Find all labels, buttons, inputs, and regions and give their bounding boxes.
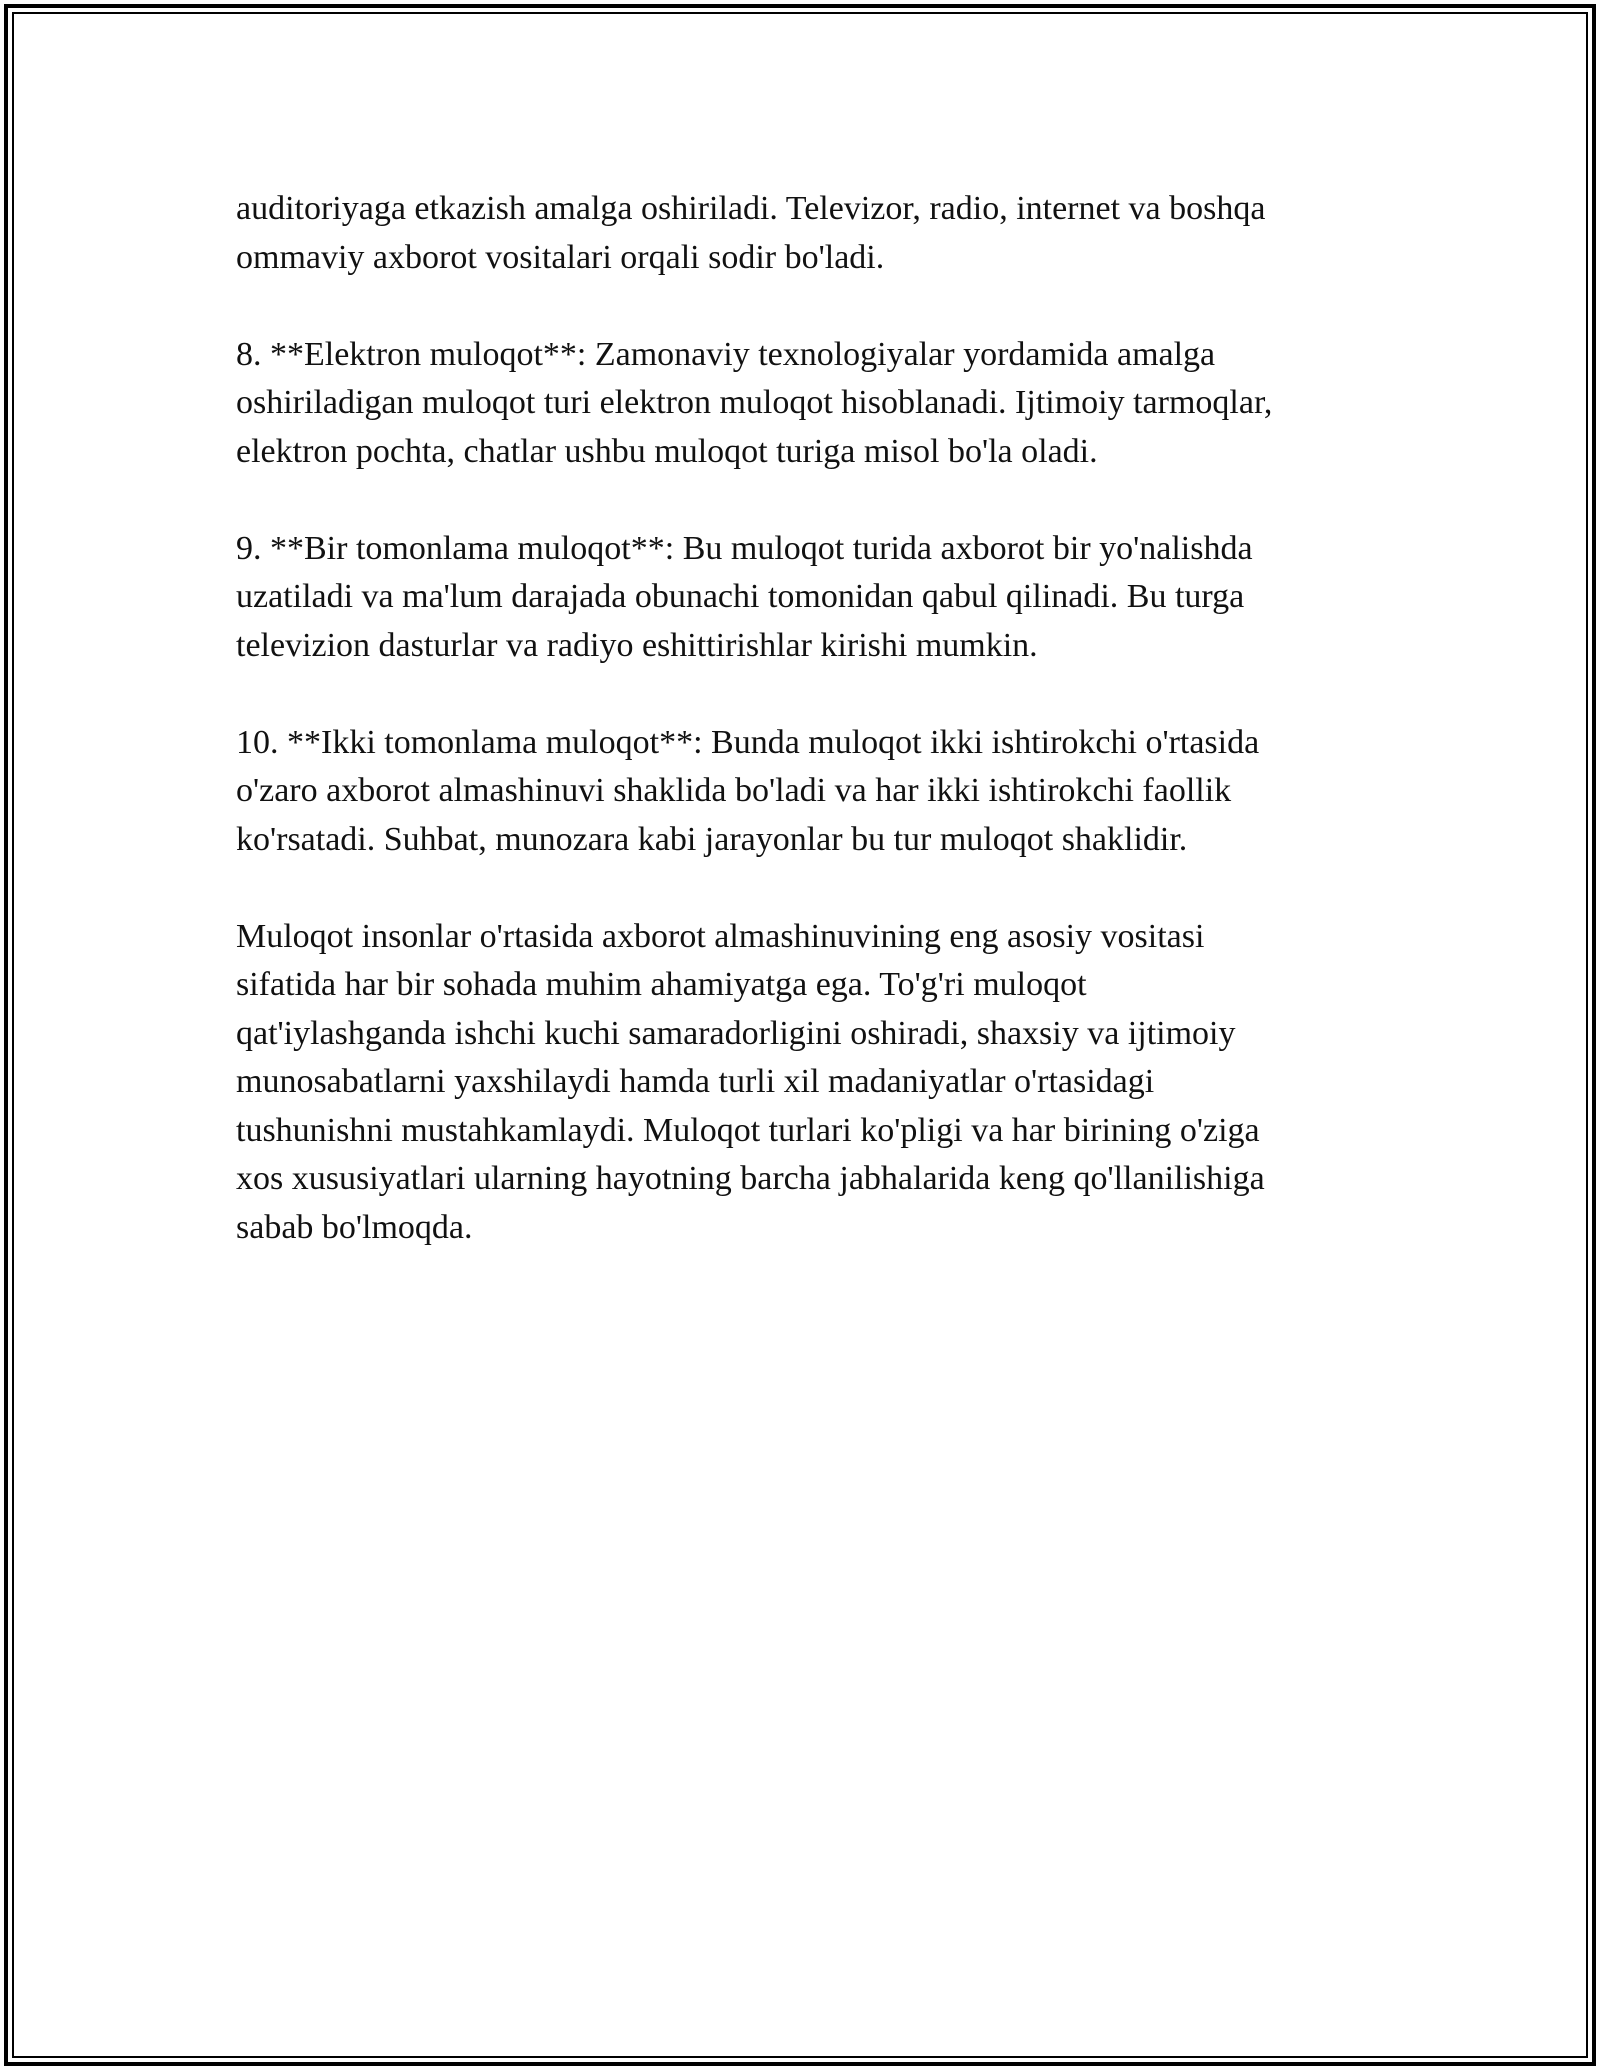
text-line: tushunishni mustahkamlaydi. Muloqot turlari ko'pligi va har birining o'ziga	[236, 1111, 1260, 1149]
text-line: o'zaro axborot almashinuvi shaklida bo'ladi va har ikki ishtirokchi faollik	[236, 772, 1232, 809]
text-line: ommaviy axborot vositalari orqali sodir bo'ladi.	[236, 238, 885, 276]
text-line: xos xususiyatlari ularning hayotning barcha jabhalarida keng qo'llanilishiga	[236, 1160, 1265, 1197]
text-line: sifatida har bir sohada muhim ahamiyatga ega. To'g'ri muloqot	[236, 966, 1087, 1003]
text-line: ko'rsatadi. Suhbat, munozara kabi jarayonlar bu tur muloqot shaklidir.	[236, 820, 1188, 858]
paragraph-two-way-communication	[236, 719, 1366, 865]
text-line: uzatiladi va ma'lum darajada obunachi tomonidan qabul qilinadi. Bu turga	[236, 578, 1245, 615]
text-line: elektron pochta, chatlar ushbu muloqot turiga misol bo'la oladi.	[236, 432, 1098, 470]
paragraph-conclusion	[236, 913, 1366, 1253]
paragraph-electronic-communication	[236, 331, 1366, 477]
text-line: sabab bo'lmoqda.	[236, 1208, 473, 1246]
text-line: auditoriyaga etkazish amalga oshiriladi. Televizor, radio, internet va boshqa	[236, 190, 1266, 227]
document-body	[236, 185, 1366, 1301]
text-line: 10. **Ikki tomonlama muloqot**: Bunda muloqot ikki ishtirokchi o'rtasida	[236, 723, 1260, 761]
text-line: televizion dasturlar va radiyo eshittirishlar kirishi mumkin.	[236, 626, 1038, 664]
text-line: 8. **Elektron muloqot**: Zamonaviy texnologiyalar yordamida amalga	[236, 335, 1216, 373]
text-line: oshiriladigan muloqot turi elektron muloqot hisoblanadi. Ijtimoiy tarmoqlar,	[236, 384, 1273, 421]
text-line: 9. **Bir tomonlama muloqot**: Bu muloqot turida axborot bir yo'nalishda	[236, 529, 1253, 567]
paragraph-mass-communication-end	[236, 185, 1366, 282]
paragraph-one-way-communication	[236, 525, 1366, 671]
text-line: munosabatlarni yaxshilaydi hamda turli xil madaniyatlar o'rtasidagi	[236, 1063, 1155, 1100]
text-line: qat'iylashganda ishchi kuchi samaradorligini oshiradi, shaxsiy va ijtimoiy	[236, 1014, 1236, 1052]
text-line: Muloqot insonlar o'rtasida axborot almashinuvining eng asosiy vositasi	[236, 917, 1205, 955]
